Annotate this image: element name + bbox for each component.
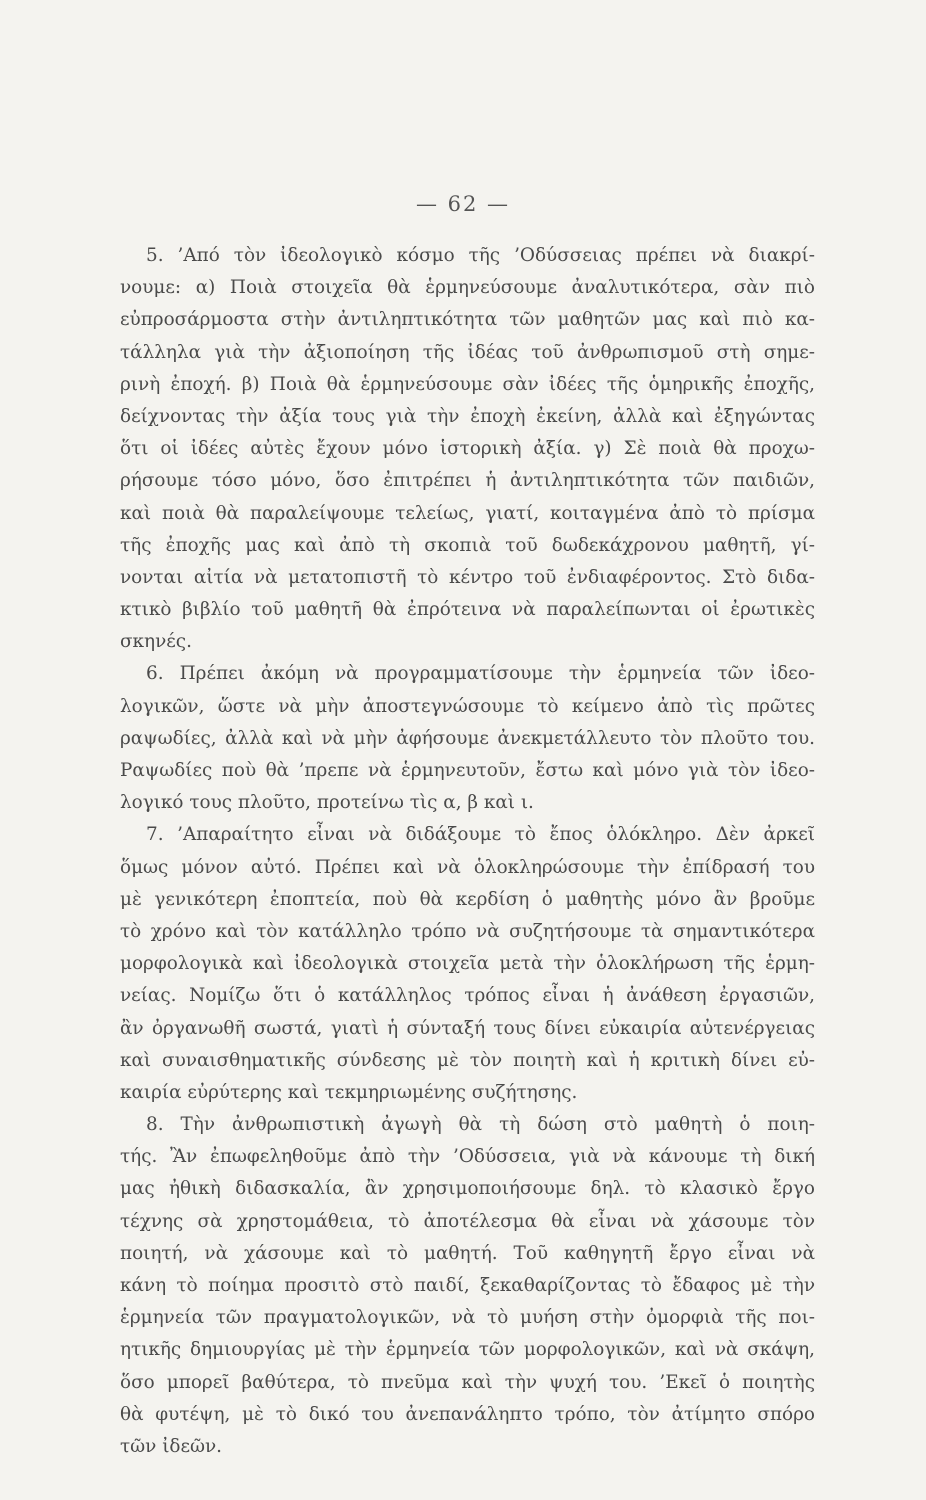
text-line: τέχνης σὰ χρηστομάθεια, τὸ ἀποτέλεσμα θὰ εἶναι νὰ χάσουμε τὸν bbox=[120, 1210, 815, 1232]
text-line: 8. Τὴν ἀνθρωπιστικὴ ἀγωγὴ θὰ τὴ δώση στὸ μαθητὴ ὁ ποιη- bbox=[146, 1114, 815, 1136]
text-line: ὅσο μπορεῖ βαθύτερα, τὸ πνεῦμα καὶ τὴν ψυχή του. ’Εκεῖ ὁ ποιητὴς bbox=[120, 1371, 815, 1393]
text-line: ποιητή, νὰ χάσουμε καὶ τὸ μαθητή. Τοῦ καθηγητῆ ἔργο εἶναι νὰ bbox=[120, 1242, 815, 1264]
text-line: ρινὴ ἐποχή. β) Ποιὰ θὰ ἑρμηνεύσουμε σὰν ἰδέες τῆς ὁμηρικῆς ἐποχῆς, bbox=[120, 373, 815, 395]
text-line: λογικῶν, ὥστε νὰ μὴν ἀποστεγνώσουμε τὸ κείμενο ἀπὸ τὶς πρῶτες bbox=[120, 695, 815, 717]
text-line: τὸ χρόνο καὶ τὸν κατάλληλο τρόπο νὰ συζητήσουμε τὰ σημαντικότερα bbox=[120, 920, 815, 942]
text-line: καὶ συναισθηματικῆς σύνδεσης μὲ τὸν ποιητὴ καὶ ἡ κριτικὴ δίνει εὐ- bbox=[120, 1049, 815, 1071]
text-line: ὅμως μόνον αὐτό. Πρέπει καὶ νὰ ὁλοκληρώσουμε τὴν ἐπίδρασή του bbox=[120, 856, 815, 878]
text-line: νείας. Νομίζω ὅτι ὁ κατάλληλος τρόπος εἶναι ἡ ἀνάθεση ἐργασιῶν, bbox=[120, 985, 815, 1007]
text-line: ἂν ὀργανωθῆ σωστά, γιατὶ ἡ σύνταξή τους δίνει εὐκαιρία αὐτενέργειας bbox=[120, 1017, 815, 1039]
text-line: καὶ ποιὰ θὰ παραλείψουμε τελείως, γιατί, κοιταγμένα ἀπὸ τὸ πρίσμα bbox=[120, 502, 815, 524]
text-line: δείχνοντας τὴν ἀξία τους γιὰ τὴν ἐποχὴ ἐκείνη, ἀλλὰ καὶ ἐξηγώντας bbox=[120, 405, 815, 427]
text-line: καιρία εὐρύτερης καὶ τεκμηριωμένης συζήτησης. bbox=[120, 1081, 578, 1103]
text-line: τής. Ἂν ἐπωφεληθοῦμε ἀπὸ τὴν ’Οδύσσεια, γιὰ νὰ κάνουμε τὴ δική bbox=[120, 1146, 815, 1168]
text-line: εὐπροσάρμοστα στὴν ἀντιληπτικότητα τῶν μαθητῶν μας καὶ πιὸ κα- bbox=[120, 309, 815, 331]
text-line: 5. ’Από τὸν ἰδεολογικὸ κόσμο τῆς ’Οδύσσειας πρέπει νὰ διακρί- bbox=[146, 245, 815, 266]
text-line: κτικὸ βιβλίο τοῦ μαθητῆ θὰ ἐπρότεινα νὰ παραλείπωνται οἱ ἐρωτικὲς bbox=[120, 599, 815, 621]
text-line: 6. Πρέπει ἀκόμη νὰ προγραμματίσουμε τὴν ἑρμηνεία τῶν ἰδεο- bbox=[146, 663, 815, 685]
text-line: Ραψωδίες ποὺ θὰ ’πρεπε νὰ ἑρμηνευτοῦν, ἔστω καὶ μόνο γιὰ τὸν ἰδεο- bbox=[120, 760, 815, 781]
text-line: σκηνές. bbox=[120, 631, 192, 653]
body-text bbox=[120, 240, 815, 1463]
text-line: τῶν ἰδεῶν. bbox=[120, 1435, 223, 1457]
text-line: μὲ γενικότερη ἐποπτεία, ποὺ θὰ κερδίση ὁ μαθητὴς μόνο ἂν βροῦμε bbox=[120, 888, 815, 910]
text-line: ὅτι οἱ ἰδέες αὐτὲς ἔχουν μόνο ἱστορικὴ ἀξία. γ) Σὲ ποιὰ θὰ προχω- bbox=[120, 438, 815, 460]
text-line: μορφολογικὰ καὶ ἰδεολογικὰ στοιχεῖα μετὰ τὴν ὁλοκλήρωση τῆς ἑρμη- bbox=[120, 953, 815, 975]
page-number: — 62 — bbox=[415, 192, 511, 216]
text-line: τάλληλα γιὰ τὴν ἀξιοποίηση τῆς ἰδέας τοῦ ἀνθρωπισμοῦ στὴ σημε- bbox=[120, 341, 815, 363]
text-line: τῆς ἐποχῆς μας καὶ ἀπὸ τὴ σκοπιὰ τοῦ δωδεκάχρονου μαθητῆ, γί- bbox=[120, 534, 815, 556]
text-line: λογικό τους πλοῦτο, προτείνω τὶς α, β καὶ ι. bbox=[120, 792, 534, 814]
text-line: ρήσουμε τόσο μόνο, ὅσο ἐπιτρέπει ἡ ἀντιληπτικότητα τῶν παιδιῶν, bbox=[120, 470, 815, 492]
text-line: μας ἠθικὴ διδασκαλία, ἂν χρησιμοποιήσουμε δηλ. τὸ κλασικὸ ἔργο bbox=[120, 1178, 815, 1200]
text-line: νονται αἰτία νὰ μετατοπιστῆ τὸ κέντρο τοῦ ἐνδιαφέροντος. Στὸ διδα- bbox=[120, 566, 815, 588]
text-line: ραψωδίες, ἀλλὰ καὶ νὰ μὴν ἀφήσουμε ἀνεκμετάλλευτο τὸν πλοῦτο του. bbox=[120, 727, 815, 749]
text-line: νουμε: α) Ποιὰ στοιχεῖα θὰ ἑρμηνεύσουμε ἀναλυτικότερα, σὰν πιὸ bbox=[120, 277, 815, 299]
text-line: ητικῆς δημιουργίας μὲ τὴν ἑρμηνεία τῶν μορφολογικῶν, καὶ νὰ σκάψη, bbox=[120, 1339, 815, 1361]
text-line: κάνη τὸ ποίημα προσιτὸ στὸ παιδί, ξεκαθαρίζοντας τὸ ἔδαφος μὲ τὴν bbox=[120, 1275, 815, 1296]
text-line: 7. ’Απαραίτητο εἶναι νὰ διδάξουμε τὸ ἔπος ὁλόκληρο. Δὲν ἀρκεῖ bbox=[146, 824, 815, 846]
text-line: θὰ φυτέψη, μὲ τὸ δικό του ἀνεπανάληπτο τρόπο, τὸν ἀτίμητο σπόρο bbox=[120, 1403, 815, 1425]
text-line: ἑρμηνεία τῶν πραγματολογικῶν, νὰ τὸ μυήση στὴν ὀμορφιὰ τῆς ποι- bbox=[120, 1307, 815, 1329]
